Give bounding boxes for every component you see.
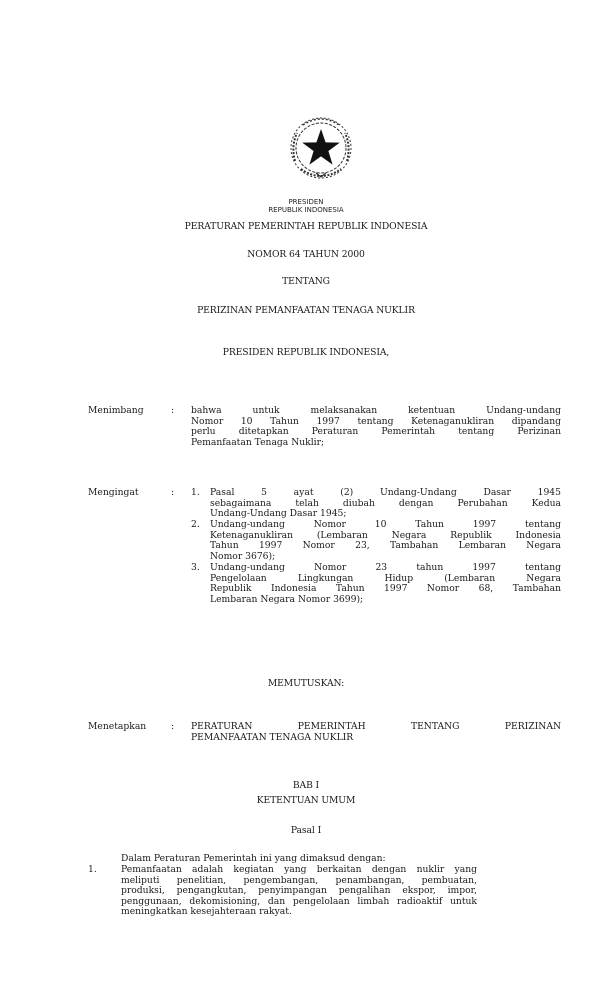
menimbang-colon: : — [171, 405, 175, 416]
issuer-heading: PRESIDEN REPUBLIK INDONESIA, — [222, 347, 390, 358]
menetapkan-text — [191, 722, 561, 743]
text-line: PEMANFAATAN TENAGA NUKLIR — [191, 731, 354, 743]
text-line: perlu ditetapkan Peraturan Pemerintah tentang Perizinan — [191, 426, 561, 438]
menimbang-label: Menimbang — [88, 405, 144, 416]
text-line: meliputi penelitian, pengembangan, penambangan, pembuatan, — [121, 874, 477, 886]
chapter-title: KETENTUAN UMUM — [256, 795, 356, 806]
text-line: Pengelolaan Lingkungan Hidup (Lembaran Negara — [210, 572, 561, 584]
text-line: penggunaan, dekomisioning, dan pengelolaan limbah radioaktif untuk — [121, 895, 477, 907]
text-line: sebagaimana telah diubah dengan Perubahan Kedua — [210, 497, 561, 509]
regulation-subject: PERIZINAN PEMANFAATAN TENAGA NUKLIR — [197, 305, 415, 316]
menetapkan-label: Menetapkan — [88, 721, 147, 732]
chapter-number: BAB I — [292, 780, 320, 791]
text-line: Republik Indonesia Tahun 1997 Nomor 68, Tambahan — [210, 583, 561, 595]
text-line: Nomor 10 Tahun 1997 tentang Ketenaganukliran dipandang — [191, 415, 561, 427]
menetapkan-colon: : — [171, 721, 175, 732]
text-line: Undang-undang Nomor 10 Tahun 1997 tentang — [210, 519, 561, 530]
item-text — [210, 488, 561, 520]
item-text — [210, 520, 561, 562]
text-line: PERATURAN PEMERINTAH TENTANG PERIZINAN — [191, 721, 561, 732]
item-number: 3. — [191, 562, 200, 573]
text-line: meningkatkan kesejahteraan rakyat. — [121, 906, 292, 918]
regulation-number: NOMOR 64 TAHUN 2000 — [247, 249, 365, 260]
item-number: 1. — [191, 487, 200, 498]
text-line: Undang-Undang Dasar 1945; — [210, 508, 347, 520]
memutuskan-heading: MEMUTUSKAN: — [267, 678, 345, 689]
document-title: PERATURAN PEMERINTAH REPUBLIK INDONESIA — [184, 221, 428, 232]
text-line: Pemanfaatan Tenaga Nuklir; — [191, 436, 325, 448]
item-text — [210, 563, 561, 605]
definition-text — [121, 865, 477, 918]
emblem-caption-republic: REPUBLIK INDONESIA — [268, 206, 344, 214]
menimbang-text — [191, 406, 561, 448]
text-line: bahwa untuk melaksanakan ketentuan Undang-undang — [191, 405, 561, 416]
emblem-caption-president: PRESIDEN — [288, 198, 324, 206]
mengingat-label: Mengingat — [88, 487, 139, 498]
article-intro: Dalam Peraturan Pemerintah ini yang dimaksud dengan: — [121, 853, 386, 864]
text-line: Nomor 3676); — [210, 550, 276, 562]
tentang-heading: TENTANG — [282, 276, 330, 287]
definition-number: 1. — [88, 864, 97, 875]
text-line: Pasal 5 ayat (2) Undang-Undang Dasar 1945 — [210, 487, 561, 498]
article-title: Pasal I — [290, 825, 322, 836]
text-line: produksi, pengangkutan, penyimpangan pengalihan ekspor, impor, — [121, 885, 477, 897]
garuda-star-emblem-icon — [283, 111, 359, 187]
mengingat-colon: : — [171, 487, 175, 498]
text-line: Ketenaganukliran (Lembaran Negara Republik Indonesia — [210, 529, 561, 541]
text-line: Tahun 1997 Nomor 23, Tambahan Lembaran Negara — [210, 540, 561, 552]
text-line: Undang-undang Nomor 23 tahun 1997 tentang — [210, 562, 561, 573]
text-line: Pemanfaatan adalah kegiatan yang berkaitan dengan nuklir yang — [121, 864, 477, 875]
text-line: Lembaran Negara Nomor 3699); — [210, 593, 364, 605]
item-number: 2. — [191, 519, 200, 530]
